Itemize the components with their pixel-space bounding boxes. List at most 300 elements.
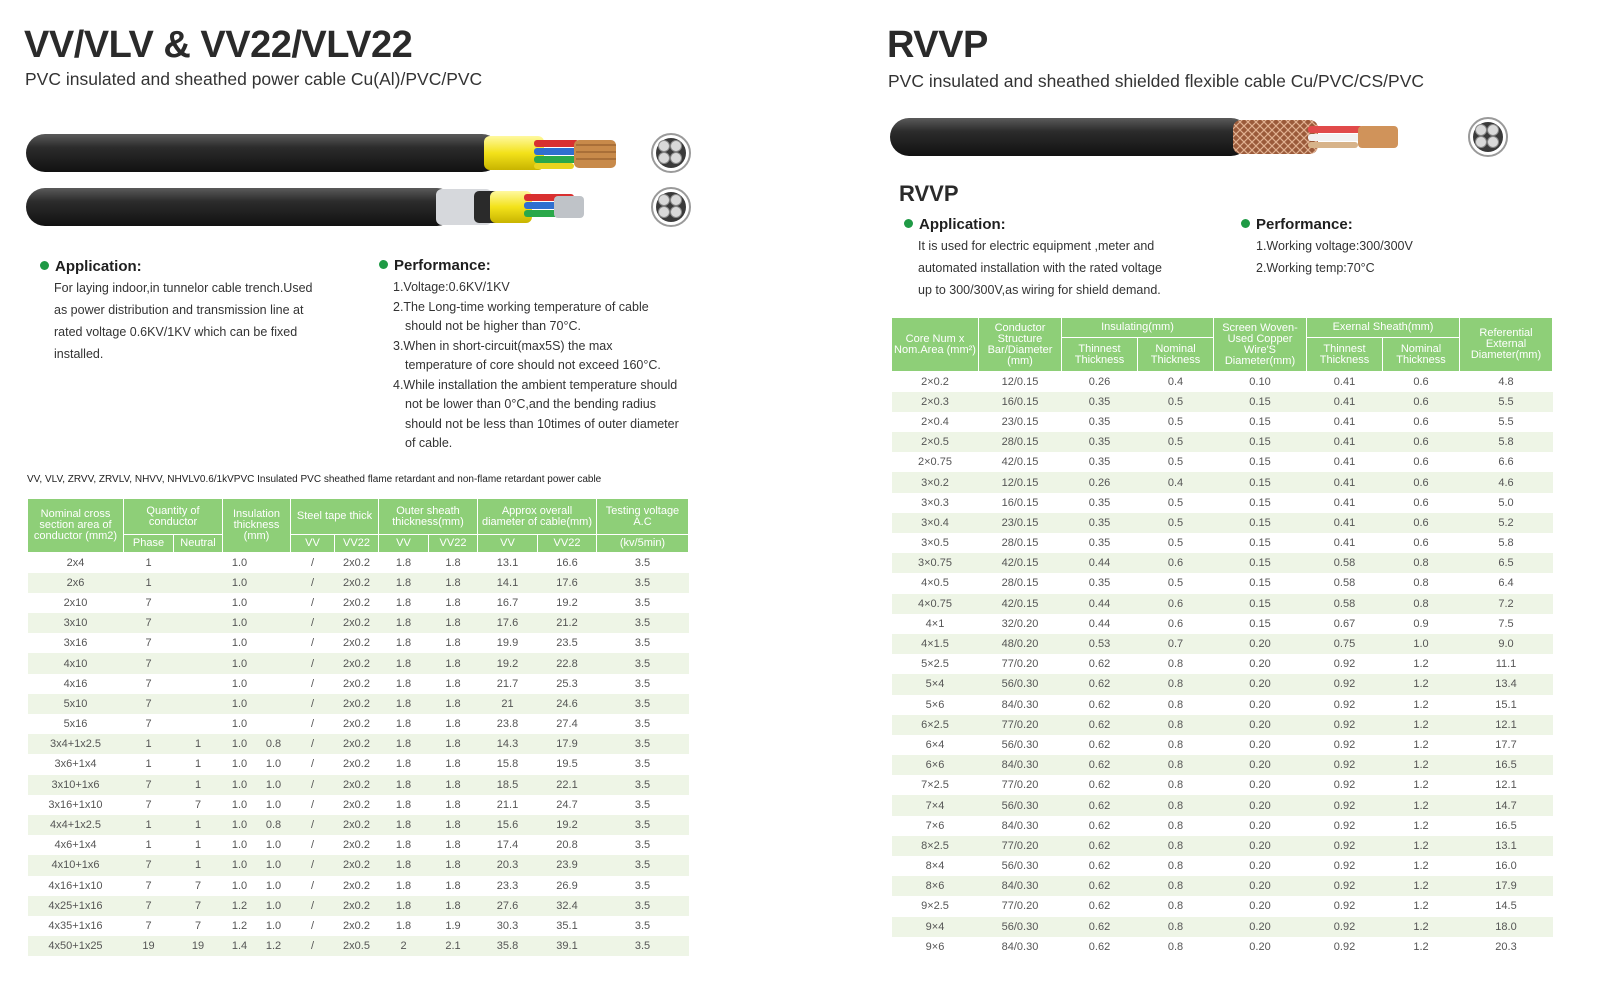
header-phase: Phase — [124, 535, 174, 553]
table-cell: 18.5 — [478, 775, 538, 795]
table-cell: 1.0 — [223, 674, 257, 694]
table-cell: 0.15 — [1214, 614, 1307, 634]
table-cell: 12.1 — [1460, 775, 1553, 795]
table-cell: 0.41 — [1307, 392, 1383, 412]
performance-line: 1.Voltage:0.6KV/1KV — [393, 280, 510, 294]
table-row — [28, 573, 689, 593]
table-cell: 2.1 — [429, 936, 478, 956]
vv-spec-table — [27, 498, 689, 956]
table-cell: 0.10 — [1214, 372, 1307, 392]
table-cell: 1.0 — [223, 633, 257, 653]
header-approx: Approx overall diameter of cable(mm) — [478, 499, 597, 535]
table-cell: 7 — [124, 795, 174, 815]
table-cell: 1.8 — [429, 896, 478, 916]
table-cell: 5x16 — [28, 714, 124, 734]
table-cell: 19.5 — [538, 754, 597, 774]
table-cell: 35.1 — [538, 916, 597, 936]
table-cell: 14.3 — [478, 734, 538, 754]
table-cell: 0.20 — [1214, 775, 1307, 795]
table-cell: 0.35 — [1062, 573, 1138, 593]
table-cell: 0.6 — [1383, 452, 1460, 472]
table-cell: 0.8 — [1138, 937, 1214, 957]
table-cell: 0.62 — [1062, 896, 1138, 916]
table-cell: 1.4 — [223, 936, 257, 956]
table-cell: 3.5 — [597, 795, 689, 815]
table-cell: / — [291, 754, 335, 774]
table-cell: 0.5 — [1138, 573, 1214, 593]
table-cell: 7.2 — [1460, 594, 1553, 614]
table-cell: 5×2.5 — [892, 654, 979, 674]
table-cell: 1.2 — [223, 896, 257, 916]
table-cell: 13.1 — [478, 553, 538, 573]
table-cell: 1.8 — [379, 613, 429, 633]
table-cell: 3×0.4 — [892, 513, 979, 533]
table-cell: 1.8 — [379, 775, 429, 795]
bullet-dot-icon — [904, 219, 913, 228]
table-cell: 20.3 — [478, 855, 538, 875]
table-cell: 1.8 — [379, 714, 429, 734]
product-label: RVVP — [899, 181, 959, 206]
table-cell: 0.20 — [1214, 876, 1307, 896]
table-cell: 0.20 — [1214, 856, 1307, 876]
table-cell: 2x0.2 — [335, 593, 379, 613]
table-cell: 0.15 — [1214, 533, 1307, 553]
table-cell: 0.6 — [1138, 594, 1214, 614]
table-cell: 14.5 — [1460, 896, 1553, 916]
table-cell: 20.8 — [538, 835, 597, 855]
table-cell — [257, 653, 291, 673]
table-cell: 0.20 — [1214, 836, 1307, 856]
table-cell: 1 — [124, 835, 174, 855]
table-row — [28, 815, 689, 835]
table-cell: 14.1 — [478, 573, 538, 593]
table-cell: 0.35 — [1062, 513, 1138, 533]
table-cell: 1.8 — [429, 775, 478, 795]
table-row — [28, 694, 689, 714]
table-cell: 2x0.2 — [335, 795, 379, 815]
table-cell: 25.3 — [538, 674, 597, 694]
table-cell: 4×0.75 — [892, 594, 979, 614]
table-cell: 17.4 — [478, 835, 538, 855]
table-cell: 1.0 — [257, 835, 291, 855]
header-thinnest: Thinnest Thickness — [1062, 338, 1138, 372]
table-cell: 39.1 — [538, 936, 597, 956]
table-row — [28, 633, 689, 653]
table-cell: 0.8 — [1383, 573, 1460, 593]
table-cell: 0.8 — [1138, 695, 1214, 715]
table-cell: 1.8 — [429, 613, 478, 633]
table-cell: 3.5 — [597, 936, 689, 956]
table-row — [28, 754, 689, 774]
table-cell: 17.9 — [1460, 876, 1553, 896]
bullet-dot-icon — [40, 261, 49, 270]
table-cell: 0.62 — [1062, 695, 1138, 715]
table-cell: 15.6 — [478, 815, 538, 835]
table-cell: 7×4 — [892, 795, 979, 815]
application-line: It is used for electric equipment ,meter and — [918, 239, 1155, 253]
table-cell: 0.20 — [1214, 937, 1307, 957]
table-cell: 5.8 — [1460, 432, 1553, 452]
header-insulation: Insulation thickness (mm) — [223, 499, 291, 553]
table-cell: 4x35+1x16 — [28, 916, 124, 936]
performance-line: 4.While installation the ambient temperature should — [393, 377, 678, 392]
table-cell: 1.8 — [379, 835, 429, 855]
table-cell — [257, 674, 291, 694]
table-cell: 0.5 — [1138, 493, 1214, 513]
table-cell — [174, 573, 223, 593]
table-cell: 0.8 — [1138, 775, 1214, 795]
table-cell: 13.4 — [1460, 674, 1553, 694]
table-cell: 0.5 — [1138, 412, 1214, 432]
header-external: Exernal Sheath(mm) — [1307, 318, 1460, 338]
table-cell: 0.35 — [1062, 533, 1138, 553]
table-cell: 17.9 — [538, 734, 597, 754]
table-cell: 3.5 — [597, 754, 689, 774]
performance-line: of cable. — [405, 436, 453, 450]
table-cell: 1.0 — [257, 754, 291, 774]
table-cell: 27.6 — [478, 896, 538, 916]
table-cell: 1.8 — [379, 896, 429, 916]
table-cell: 0.8 — [257, 734, 291, 754]
table-cell: 1.8 — [379, 876, 429, 896]
cable-illustration-rvvp — [888, 114, 1408, 160]
table-cell: 0.8 — [1383, 594, 1460, 614]
table-cell: 2×0.4 — [892, 412, 979, 432]
table-cell: 16/0.15 — [979, 493, 1062, 513]
performance-line: 2.Working temp:70°C — [1256, 261, 1375, 275]
table-cell: 1.0 — [223, 653, 257, 673]
table-cell — [174, 653, 223, 673]
performance-line: not be lower than 0°C,and the bending radius — [405, 397, 657, 411]
header-vv: VV — [291, 535, 335, 553]
table-cell: 7 — [124, 674, 174, 694]
table-cell: / — [291, 553, 335, 573]
table-cell: 1.0 — [257, 876, 291, 896]
table-cell — [257, 593, 291, 613]
table-cell: 0.35 — [1062, 493, 1138, 513]
table-cell: 2x0.2 — [335, 653, 379, 673]
table-cell: 2x0.2 — [335, 674, 379, 694]
table-cell: 0.41 — [1307, 513, 1383, 533]
table-cell: 24.7 — [538, 795, 597, 815]
performance-line: temperature of core should not exceed 160°C. — [405, 358, 661, 372]
table-cell: 1.8 — [429, 815, 478, 835]
table-cell: 5.5 — [1460, 392, 1553, 412]
table-cell: 23.5 — [538, 633, 597, 653]
application-line: For laying indoor,in tunnelor cable trench.Used — [54, 281, 313, 295]
bullet-dot-icon — [379, 260, 388, 269]
header-neutral: Neutral — [174, 535, 223, 553]
table-cell: 7 — [124, 775, 174, 795]
table-cell: 77/0.20 — [979, 654, 1062, 674]
table-cell: 0.20 — [1214, 795, 1307, 815]
table-cell: 3.5 — [597, 613, 689, 633]
table-cell: 7 — [124, 633, 174, 653]
table-cell: 22.8 — [538, 653, 597, 673]
table-cell: 0.58 — [1307, 553, 1383, 573]
table-row — [892, 392, 1553, 412]
table-cell: 1.8 — [429, 553, 478, 573]
table-cell: 0.8 — [257, 815, 291, 835]
table-cell: 3.5 — [597, 815, 689, 835]
table-row — [892, 452, 1553, 472]
table-cell: 0.92 — [1307, 937, 1383, 957]
table-cell: / — [291, 896, 335, 916]
table-cell: 1.2 — [1383, 695, 1460, 715]
table-cell: 56/0.30 — [979, 735, 1062, 755]
table-cell: 17.6 — [538, 573, 597, 593]
table-cell: 1.8 — [429, 876, 478, 896]
table-cell: 3x10+1x6 — [28, 775, 124, 795]
cross-section-icon — [1468, 117, 1508, 157]
table-cell: 0.92 — [1307, 715, 1383, 735]
table-cell: 0.8 — [1138, 896, 1214, 916]
table-cell: 0.6 — [1383, 493, 1460, 513]
table-cell: 16.6 — [538, 553, 597, 573]
performance-text — [1256, 235, 1506, 279]
table-cell: 1.2 — [1383, 876, 1460, 896]
table-cell: / — [291, 835, 335, 855]
table-cell: 18.0 — [1460, 917, 1553, 937]
table-cell: 16.5 — [1460, 755, 1553, 775]
table-cell: 26.9 — [538, 876, 597, 896]
table-row — [28, 613, 689, 633]
table-cell: 0.6 — [1383, 533, 1460, 553]
table-cell: 23/0.15 — [979, 513, 1062, 533]
table-cell: 7 — [124, 613, 174, 633]
table-cell: 11.1 — [1460, 654, 1553, 674]
table-cell: 5.0 — [1460, 493, 1553, 513]
table-row — [892, 856, 1553, 876]
table-cell: 1.8 — [379, 815, 429, 835]
header-referential: Referential External Diameter(mm) — [1460, 318, 1553, 372]
table-cell: 0.15 — [1214, 472, 1307, 492]
table-cell: 0.62 — [1062, 917, 1138, 937]
table-cell: 21 — [478, 694, 538, 714]
table-cell: 0.62 — [1062, 876, 1138, 896]
table-cell: 3×0.3 — [892, 493, 979, 513]
table-cell: 1.8 — [429, 734, 478, 754]
header-thinnest: Thinnest Thickness — [1307, 338, 1383, 372]
table-row — [892, 917, 1553, 937]
table-cell — [174, 613, 223, 633]
table-cell: 1.8 — [379, 633, 429, 653]
table-cell — [174, 633, 223, 653]
table-cell: 84/0.30 — [979, 937, 1062, 957]
table-cell: 0.20 — [1214, 735, 1307, 755]
header-quantity: Quantity of conductor — [124, 499, 223, 535]
table-cell: 0.62 — [1062, 674, 1138, 694]
table-row — [892, 755, 1553, 775]
table-cell: 0.92 — [1307, 735, 1383, 755]
table-cell: 6×4 — [892, 735, 979, 755]
table-caption: VV, VLV, ZRVV, ZRVLV, NHVV, NHVLV0.6/1kVPVC Insulated PVC sheathed flame retardant and non-flame retardant power cable — [27, 474, 602, 485]
table-cell — [257, 613, 291, 633]
table-row — [892, 493, 1553, 513]
performance-line: should not be higher than 70°C. — [405, 319, 581, 333]
table-cell: 42/0.15 — [979, 594, 1062, 614]
table-cell: 4x10 — [28, 653, 124, 673]
table-row — [28, 855, 689, 875]
table-cell: 0.92 — [1307, 856, 1383, 876]
table-cell: 3×0.2 — [892, 472, 979, 492]
table-cell: 0.62 — [1062, 795, 1138, 815]
table-cell: 6×6 — [892, 755, 979, 775]
table-cell: 1 — [124, 734, 174, 754]
table-cell: 28/0.15 — [979, 533, 1062, 553]
table-cell: 1 — [174, 754, 223, 774]
table-cell: 2x0.2 — [335, 553, 379, 573]
table-cell: 84/0.30 — [979, 755, 1062, 775]
table-cell: 3.5 — [597, 653, 689, 673]
table-cell: 35.8 — [478, 936, 538, 956]
table-row — [892, 816, 1553, 836]
table-cell: 1 — [124, 754, 174, 774]
table-cell: / — [291, 613, 335, 633]
table-cell: 22.1 — [538, 775, 597, 795]
table-cell: 0.92 — [1307, 876, 1383, 896]
table-cell: 0.35 — [1062, 392, 1138, 412]
table-cell: 4x25+1x16 — [28, 896, 124, 916]
table-cell: 5x10 — [28, 694, 124, 714]
table-cell — [257, 553, 291, 573]
table-cell: 2x10 — [28, 593, 124, 613]
table-cell: 84/0.30 — [979, 695, 1062, 715]
table-cell: 1.8 — [379, 653, 429, 673]
table-cell: 1.2 — [1383, 674, 1460, 694]
table-cell: 7 — [124, 653, 174, 673]
table-cell: 7×2.5 — [892, 775, 979, 795]
table-cell: 0.26 — [1062, 372, 1138, 392]
table-row — [892, 735, 1553, 755]
table-cell: 0.20 — [1214, 674, 1307, 694]
table-cell: 1 — [174, 835, 223, 855]
table-cell: 1.8 — [379, 855, 429, 875]
table-cell: 23.8 — [478, 714, 538, 734]
table-cell: 16.7 — [478, 593, 538, 613]
header-vv22: VV22 — [429, 535, 478, 553]
page-subtitle: PVC insulated and sheathed shielded flexible cable Cu/PVC/CS/PVC — [888, 71, 1425, 91]
table-cell: 3.5 — [597, 835, 689, 855]
table-cell: 19.2 — [478, 653, 538, 673]
table-cell: 1.0 — [223, 855, 257, 875]
table-cell: 2x0.2 — [335, 775, 379, 795]
table-cell: 21.7 — [478, 674, 538, 694]
table-cell: 2×0.3 — [892, 392, 979, 412]
table-cell: 5.8 — [1460, 533, 1553, 553]
table-cell: 2x0.2 — [335, 835, 379, 855]
table-cell: 1.2 — [1383, 755, 1460, 775]
performance-heading — [379, 257, 491, 274]
table-cell: 1 — [174, 815, 223, 835]
table-cell: 12.1 — [1460, 715, 1553, 735]
table-cell: 0.20 — [1214, 715, 1307, 735]
table-cell: 4×1.5 — [892, 634, 979, 654]
table-cell: 1 — [124, 553, 174, 573]
table-cell: 56/0.30 — [979, 917, 1062, 937]
table-cell: 0.35 — [1062, 432, 1138, 452]
table-cell: 1.2 — [257, 936, 291, 956]
table-cell: 0.5 — [1138, 452, 1214, 472]
application-text — [918, 235, 1218, 301]
table-cell: 7×6 — [892, 816, 979, 836]
table-cell: 12/0.15 — [979, 372, 1062, 392]
table-cell: 7 — [124, 896, 174, 916]
table-row — [892, 836, 1553, 856]
table-cell: 1.8 — [379, 694, 429, 714]
table-cell: 3.5 — [597, 573, 689, 593]
table-cell: 0.6 — [1383, 392, 1460, 412]
table-cell: 84/0.30 — [979, 816, 1062, 836]
table-cell: 30.3 — [478, 916, 538, 936]
table-cell: 0.53 — [1062, 634, 1138, 654]
table-cell: 1.2 — [1383, 896, 1460, 916]
table-cell: 1.8 — [429, 754, 478, 774]
table-cell: 0.44 — [1062, 553, 1138, 573]
table-cell: 1.0 — [223, 573, 257, 593]
table-cell: 0.58 — [1307, 573, 1383, 593]
table-cell: 7 — [124, 916, 174, 936]
page-title: RVVP — [887, 24, 988, 66]
application-line: rated voltage 0.6KV/1KV which can be fixed — [54, 325, 298, 339]
table-cell: 2x0.2 — [335, 896, 379, 916]
table-cell: 0.62 — [1062, 775, 1138, 795]
application-line: automated installation with the rated voltage — [918, 261, 1162, 275]
table-cell: 0.15 — [1214, 594, 1307, 614]
table-cell: 2x0.2 — [335, 694, 379, 714]
table-row — [28, 916, 689, 936]
table-row — [892, 634, 1553, 654]
table-cell: 1.8 — [429, 795, 478, 815]
table-cell: 2x0.2 — [335, 855, 379, 875]
cross-section-icon — [651, 133, 691, 173]
table-cell: 1.8 — [429, 835, 478, 855]
table-cell: 16.0 — [1460, 856, 1553, 876]
table-cell: 0.67 — [1307, 614, 1383, 634]
table-cell: 0.62 — [1062, 816, 1138, 836]
table-cell: 7 — [174, 896, 223, 916]
table-cell: 3.5 — [597, 593, 689, 613]
table-cell: 2x0.2 — [335, 754, 379, 774]
table-cell: 0.15 — [1214, 493, 1307, 513]
table-row — [28, 553, 689, 573]
table-cell: 0.8 — [1138, 654, 1214, 674]
table-cell: 1.2 — [1383, 856, 1460, 876]
table-cell: 1.8 — [429, 573, 478, 593]
table-row — [892, 432, 1553, 452]
table-cell: 4x4+1x2.5 — [28, 815, 124, 835]
table-cell: 2x0.2 — [335, 734, 379, 754]
table-cell: 0.9 — [1383, 614, 1460, 634]
table-cell: 8×4 — [892, 856, 979, 876]
table-cell: 0.8 — [1138, 715, 1214, 735]
table-cell: 0.5 — [1138, 513, 1214, 533]
table-cell: 42/0.15 — [979, 553, 1062, 573]
table-row — [28, 775, 689, 795]
header-outer: Outer sheath thickness(mm) — [379, 499, 478, 535]
table-row — [892, 715, 1553, 735]
table-cell: 2 — [379, 936, 429, 956]
table-cell: 84/0.30 — [979, 876, 1062, 896]
table-cell: 1.0 — [223, 553, 257, 573]
application-line: up to 300/300V,as wiring for shield demand. — [918, 283, 1161, 297]
page-title: VV/VLV & VV22/VLV22 — [24, 24, 413, 66]
table-cell: 1.8 — [379, 734, 429, 754]
table-cell — [174, 553, 223, 573]
table-cell: 5.5 — [1460, 412, 1553, 432]
table-cell: 3.5 — [597, 775, 689, 795]
table-cell: 9×6 — [892, 937, 979, 957]
